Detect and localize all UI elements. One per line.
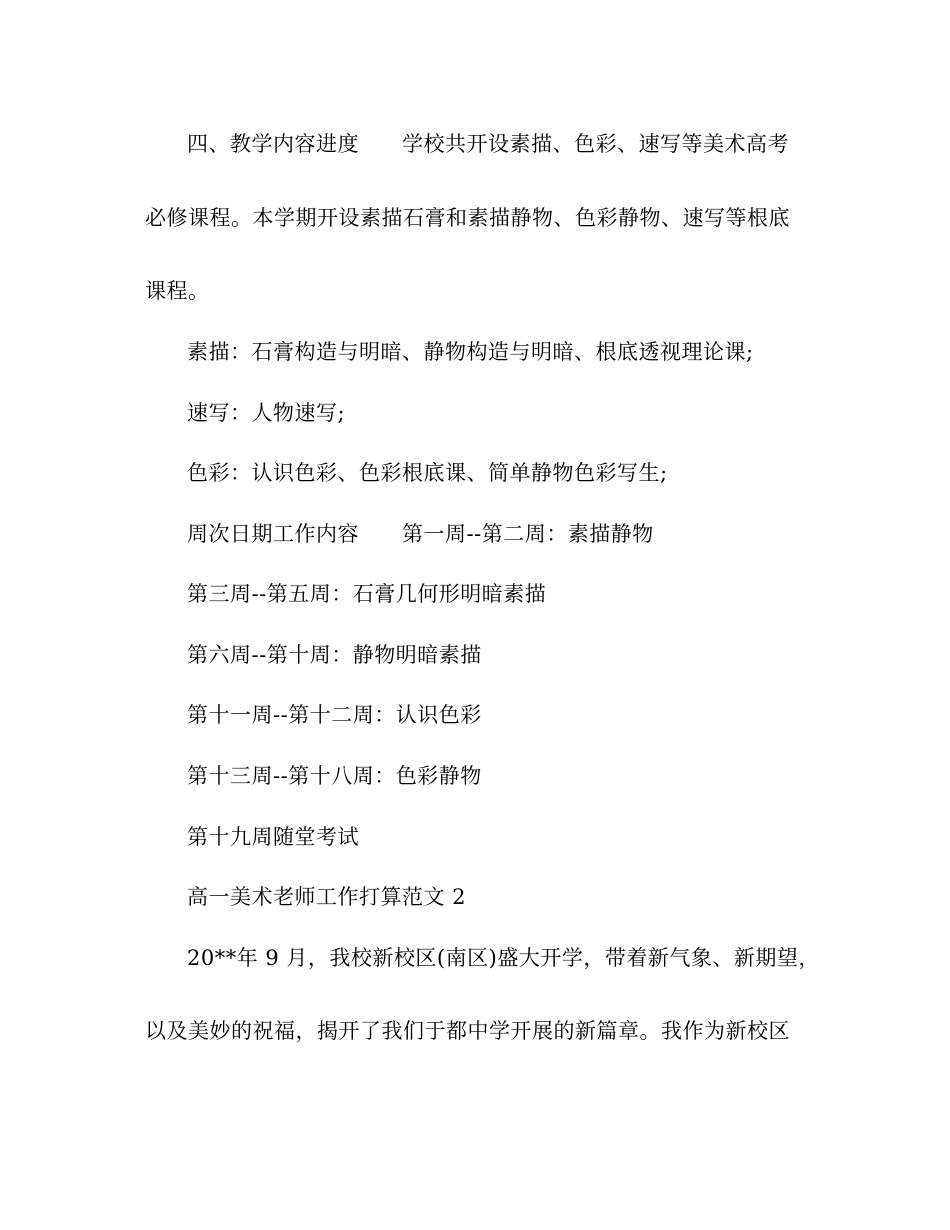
text-line-color: 色彩：认识色彩、色彩根底课、简单静物色彩写生; <box>187 461 668 485</box>
text-line-schedule-header: 周次日期工作内容 第一周--第二周：素描静物 <box>187 522 654 546</box>
text-line-schedule-item: 第十一周--第十二周：认识色彩 <box>187 703 482 727</box>
text-line-continuation: 课程。 <box>145 279 210 303</box>
text-line-schedule-item: 第三周--第五周：石膏几何形明暗素描 <box>187 582 547 606</box>
text-line-article-title: 高一美术老师工作打算范文 2 <box>187 885 467 909</box>
text-line-continuation: 以及美妙的祝福，揭开了我们于都中学开展的新篇章。我作为新校区 <box>145 1019 790 1043</box>
text-line-sketch: 素描：石膏构造与明暗、静物构造与明暗、根底透视理论课; <box>187 340 754 364</box>
text-line-schedule-item: 第六周--第十周：静物明暗素描 <box>187 643 482 667</box>
text-line-continuation: 必修课程。本学期开设素描石膏和素描静物、色彩静物、速写等根底 <box>145 206 790 230</box>
text-line-schedule-item: 第十三周--第十八周：色彩静物 <box>187 764 482 788</box>
text-line-paragraph-start: 20**年 9 月，我校新校区(南区)盛大开学，带着新气象、新期望， <box>187 946 820 970</box>
text-line-section-heading: 四、教学内容进度 学校共开设素描、色彩、速写等美术高考 <box>187 132 789 156</box>
text-line-exam: 第十九周随堂考试 <box>187 825 359 849</box>
text-line-quick-sketch: 速写：人物速写; <box>187 401 346 425</box>
